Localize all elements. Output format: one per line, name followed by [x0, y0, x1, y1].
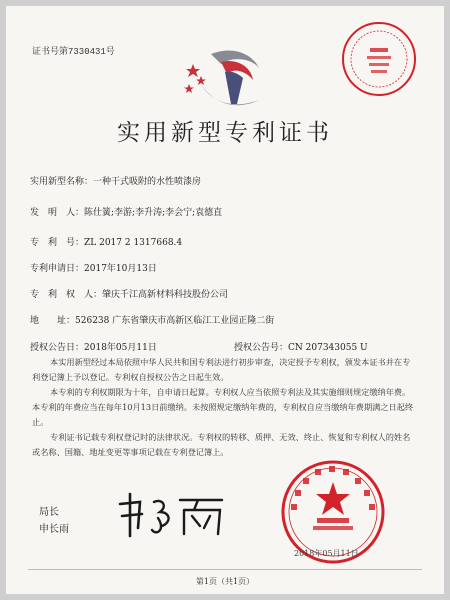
document-title: 实用新型专利证书: [117, 120, 333, 146]
grant-date-label: 授权公告日：: [30, 343, 85, 353]
address-value: 526238 广东省肇庆市高新区临江工业园正隆二街: [75, 316, 275, 326]
address-label: 地 址：: [30, 316, 76, 326]
page-number: 第1页（共1页）: [195, 577, 255, 586]
body-paragraph: 本专利的专利权期限为十年，自申请日起算。专利权人应当依照专利法及其实施细则规定缴纳年费。本专利的年费应当在每年10月13日前缴纳。未按照规定缴纳年费的，专利权自应当缴纳年费期满之日起终止。: [32, 387, 414, 427]
footer-divider: [28, 569, 422, 570]
utility-model-name-value: 一种干式吸附的水性喷漆房: [93, 177, 202, 187]
address-row: [30, 313, 274, 326]
signatory-title: 局长: [39, 507, 59, 518]
inventors-row: [30, 205, 222, 218]
grant-date-row: [30, 340, 157, 353]
inventors-value: 陈仕簧;李游;李升涛;李会宁;袁德直: [84, 208, 223, 218]
certificate-page: [6, 6, 444, 594]
inventors-label: 发 明 人：: [30, 208, 85, 218]
grant-number-row: [234, 340, 368, 353]
filing-date-label: 专利申请日：: [30, 264, 85, 274]
grant-number-value: CN 207343055 U: [288, 343, 368, 353]
body-paragraph: 专利证书记载专利权登记时的法律状况。专利权的转移、质押、无效、终止、恢复和专利权人的姓名或名称、国籍、地址变更等事项记载在专利登记簿上。: [32, 432, 411, 457]
certificate-body: [32, 355, 416, 460]
utility-model-name-row: [30, 174, 201, 187]
filing-date-row: [30, 261, 157, 274]
body-paragraph: 本实用新型经过本局依照中华人民共和国专利法进行初步审查，决定授予专利权，颁发本证书并在专利登记簿上予以登记。专利权自授权公告之日起生效。: [32, 357, 411, 382]
utility-model-name-label: 实用新型名称：: [30, 177, 94, 187]
patent-number-row: [30, 235, 182, 248]
filing-date-value: 2017年10月13日: [84, 264, 157, 274]
patent-office-emblem-icon: [181, 44, 271, 114]
grant-number-label: 授权公告号：: [234, 343, 289, 353]
patent-number-label: 专 利 号：: [30, 238, 85, 248]
grant-date-value: 2018年05月11日: [84, 343, 157, 353]
agency-stamp-icon: [340, 20, 418, 98]
patentee-label: 专 利 权 人：: [30, 290, 103, 300]
certificate-number: 证书号第7330431号: [32, 47, 115, 57]
patent-number-value: ZL 2017 2 1317668.4: [84, 238, 183, 248]
patentee-row: [30, 287, 228, 300]
signatory-name: 申长雨: [39, 524, 69, 535]
handwritten-signature-icon: [110, 490, 230, 540]
seal-date: 2018年05月11日: [294, 549, 359, 558]
patentee-value: 肇庆千江高新材料科技股份公司: [102, 290, 229, 300]
